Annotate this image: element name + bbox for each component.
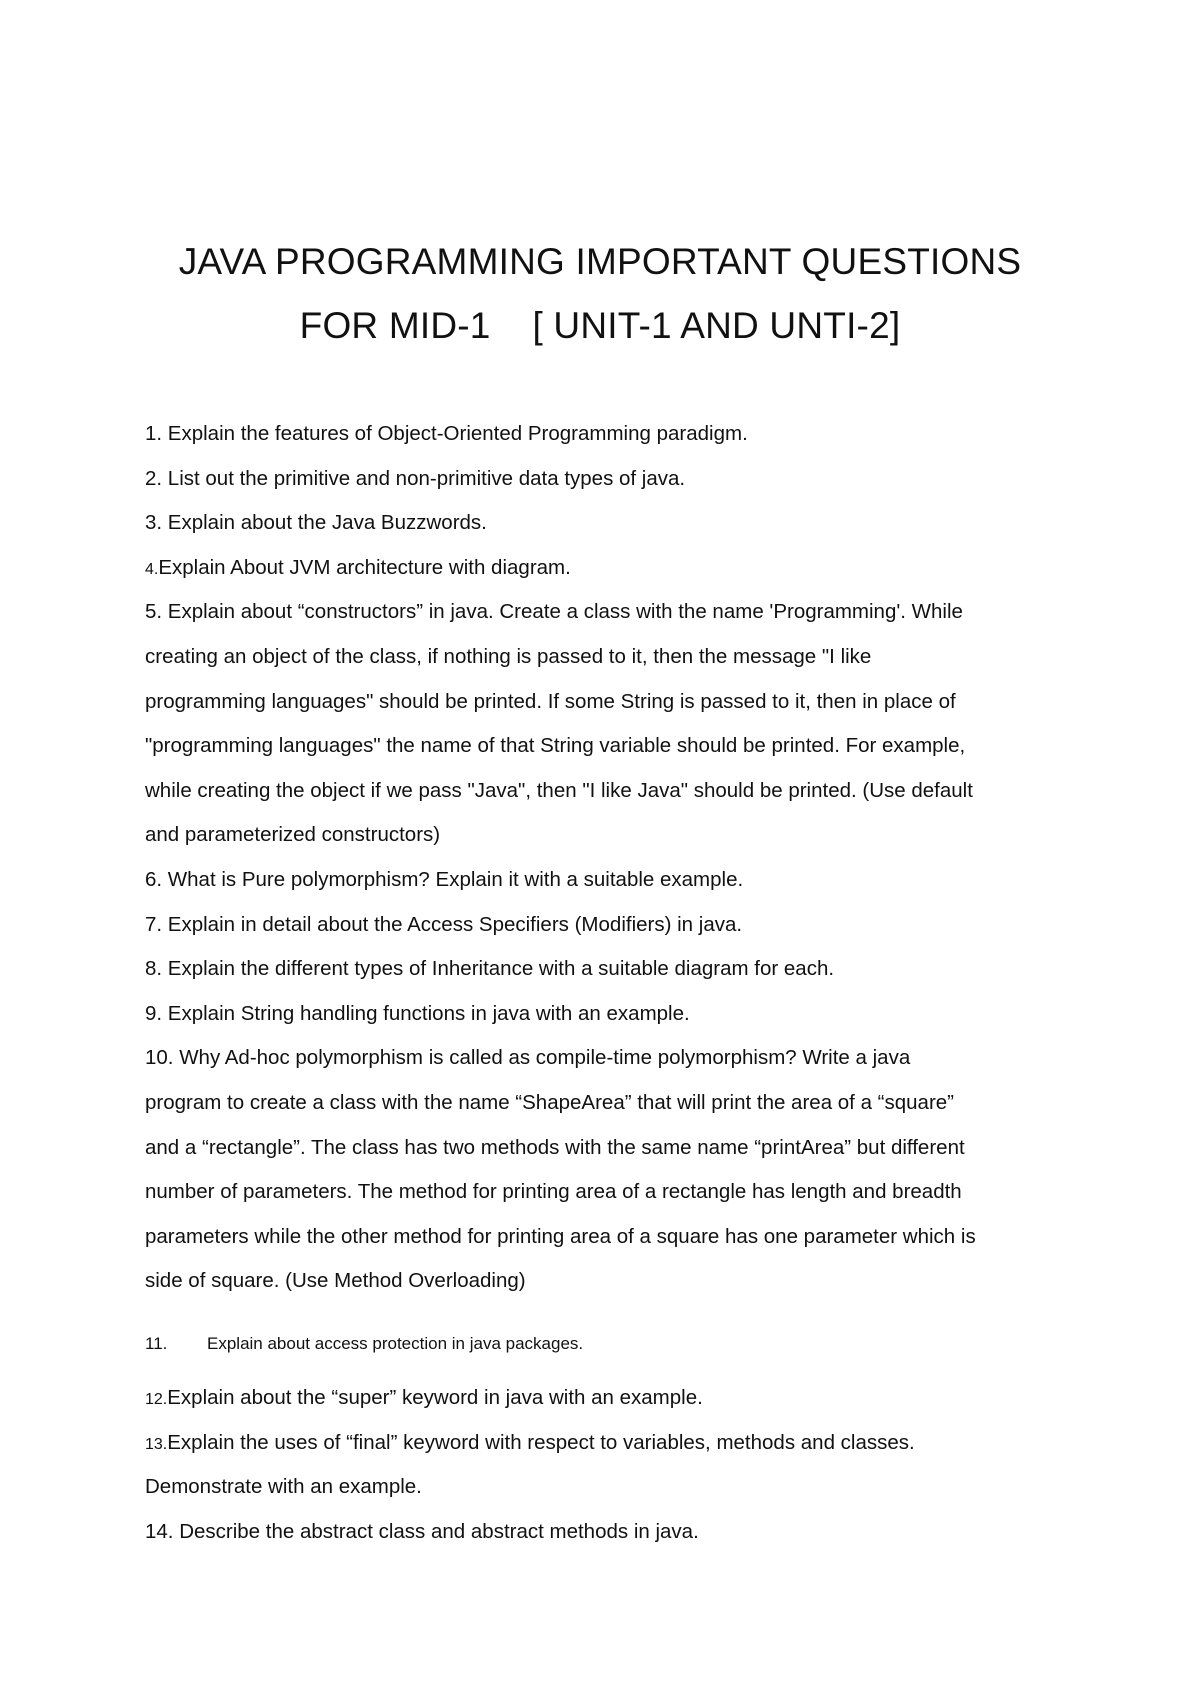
question-line: number of parameters. The method for printing area of a rectangle has length and breadth <box>145 1180 962 1203</box>
question-line: Demonstrate with an example. <box>145 1475 422 1498</box>
question-line <box>145 1421 1065 1468</box>
question-number: 12. <box>145 1391 168 1408</box>
question-line: 8. Explain the different types of Inheritance with a suitable diagram for each. <box>145 957 835 980</box>
question-line: 2. List out the primitive and non-primitive data types of java. <box>145 467 686 490</box>
question-text: Explain about the “super” keyword in java with an example. <box>167 1386 703 1409</box>
question-line: 10. Why Ad-hoc polymorphism is called as compile-time polymorphism? Write a java <box>145 1046 911 1069</box>
question-line <box>145 1376 1065 1423</box>
question-text: Explain about access protection in java packages. <box>207 1334 584 1353</box>
question-line: 1. Explain the features of Object-Oriented Programming paradigm. <box>145 422 748 445</box>
document-title-line-2: FOR MID-1 [ UNIT-1 AND UNTI-2] <box>299 305 901 346</box>
question-line: 14. Describe the abstract class and abstract methods in java. <box>145 1520 699 1543</box>
question-number: 13. <box>145 1436 168 1453</box>
question-line: program to create a class with the name “ShapeArea” that will print the area of a “square” <box>145 1091 955 1114</box>
document-title-line-1: JAVA PROGRAMMING IMPORTANT QUESTIONS <box>178 241 1022 282</box>
question-line: 9. Explain String handling functions in java with an example. <box>145 1002 690 1025</box>
question-line: programming languages" should be printed. If some String is passed to it, then in place of <box>145 690 956 713</box>
question-text: Explain the uses of “final” keyword with respect to variables, methods and classes. <box>167 1431 915 1454</box>
question-text: Explain About JVM architecture with diagram. <box>158 556 571 579</box>
question-line: 5. Explain about “constructors” in java. Create a class with the name 'Programming'. While <box>145 600 963 623</box>
question-line: while creating the object if we pass "Java", then "I like Java" should be printed. (Use default <box>145 779 973 802</box>
question-line: creating an object of the class, if nothing is passed to it, then the message "I like <box>145 645 872 668</box>
question-line <box>145 1322 1065 1367</box>
question-line: and a “rectangle”. The class has two methods with the same name “printArea” but different <box>145 1136 965 1159</box>
question-line: 6. What is Pure polymorphism? Explain it with a suitable example. <box>145 868 744 891</box>
question-number: 11. <box>145 1334 168 1353</box>
question-line: parameters while the other method for printing area of a square has one parameter which is <box>145 1225 976 1248</box>
question-line: and parameterized constructors) <box>145 823 441 846</box>
question-line: 7. Explain in detail about the Access Specifiers (Modifiers) in java. <box>145 913 743 936</box>
question-line: 3. Explain about the Java Buzzwords. <box>145 511 487 534</box>
question-line: side of square. (Use Method Overloading) <box>145 1269 526 1292</box>
question-line: "programming languages" the name of that String variable should be printed. For example, <box>145 734 966 757</box>
question-line <box>145 546 1065 593</box>
question-number: 4. <box>145 561 159 578</box>
